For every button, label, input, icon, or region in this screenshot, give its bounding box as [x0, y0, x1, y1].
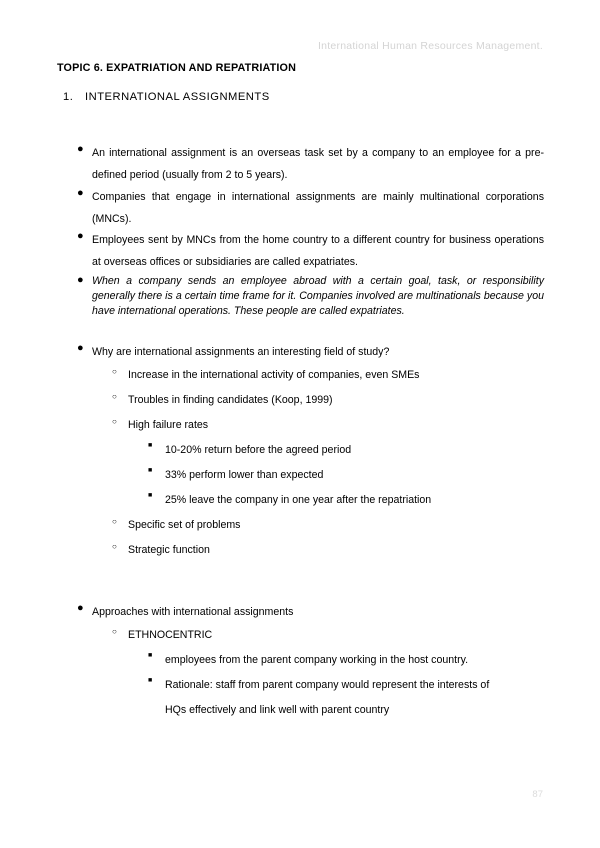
bullet-text: Why are international assignments an interesting field of study?	[92, 345, 390, 358]
list-item	[57, 388, 544, 413]
bullet-circle-icon: ○	[112, 541, 117, 551]
list-item	[57, 463, 544, 488]
list-item	[57, 413, 544, 438]
bullet-text: 10-20% return before the agreed period	[165, 444, 352, 457]
list-item	[57, 538, 544, 563]
bullet-text: Companies that engage in international assignments are mainly multinational corporations (MNCs).	[92, 190, 544, 225]
bullet-circle-icon: ○	[112, 392, 117, 402]
list-item	[57, 673, 544, 723]
bullet-text-continuation: HQs effectively and link well with parent country	[165, 703, 390, 716]
main-bullet-list	[57, 143, 544, 363]
bullet-text: High failure rates	[128, 419, 209, 432]
list-item	[57, 513, 544, 538]
section-heading	[57, 91, 544, 104]
document-content	[57, 62, 544, 723]
list-item	[57, 342, 544, 364]
list-item	[57, 230, 544, 273]
bullet-disc-icon: ●	[77, 273, 84, 286]
list-item	[57, 143, 544, 186]
page-title: TOPIC 6. EXPATRIATION AND REPATRIATION	[57, 62, 297, 74]
sub-bullet-list-study-reasons-continued	[57, 513, 544, 563]
list-item	[57, 488, 544, 513]
bullet-circle-icon: ○	[112, 417, 117, 427]
bullet-disc-icon: ●	[77, 230, 84, 243]
bullet-disc-icon: ●	[77, 186, 84, 199]
list-item	[57, 648, 544, 673]
ethnocentric-detail-list	[57, 648, 544, 723]
bullet-disc-icon: ●	[77, 601, 84, 614]
bullet-text: An international assignment is an overseas task set by a company to an employee for a pre-defined period (usually from 2 to 5 years).	[92, 147, 544, 182]
spacer-before-approaches	[57, 563, 544, 602]
bullet-text: Troubles in finding candidates (Koop, 1999)	[128, 394, 333, 407]
bullet-text: Specific set of problems	[128, 518, 241, 531]
sub-sub-bullet-list-failure-rates	[57, 438, 544, 513]
bullet-text: ETHNOCENTRIC	[128, 629, 213, 642]
bullet-text: 33% perform lower than expected	[165, 468, 324, 481]
section-title: INTERNATIONAL ASSIGNMENTS	[85, 90, 270, 103]
bullet-text: employees from the parent company working in the host country.	[165, 654, 469, 667]
bullet-square-icon: ■	[148, 652, 153, 660]
bullet-square-icon: ■	[148, 466, 153, 474]
bullet-square-icon: ■	[148, 491, 153, 499]
running-header: International Human Resources Management.	[317, 40, 543, 52]
bullet-disc-icon: ●	[77, 143, 84, 156]
bullet-text: Strategic function	[128, 543, 210, 556]
bullet-text: Approaches with international assignments	[92, 605, 294, 618]
bullet-text: Rationale: staff from parent company would represent the interests of	[165, 679, 490, 691]
bullet-circle-icon: ○	[112, 516, 117, 526]
page-number: 87	[532, 789, 543, 800]
bullet-text: Employees sent by MNCs from the home country to a different country for business operations at overseas offices or subsidiaries are called expatriates.	[92, 234, 544, 268]
bullet-square-icon: ■	[148, 677, 153, 684]
list-item	[57, 187, 544, 230]
bullet-circle-icon: ○	[112, 367, 117, 377]
list-item	[57, 438, 544, 463]
bullet-text-italic: When a company sends an employee abroad with a certain goal, task, or responsibility generally there is a certain time frame for it. Companies involved are multinationals because you have international operations. These people are called expatriates.	[92, 274, 544, 318]
list-item	[57, 602, 544, 624]
sub-bullet-list-study-reasons	[57, 363, 544, 438]
list-item-italic	[57, 274, 544, 320]
list-item	[57, 623, 544, 648]
bullet-text: 25% leave the company in one year after the repatriation	[165, 493, 432, 506]
spacer-after-heading	[57, 104, 544, 143]
list-item	[57, 363, 544, 388]
bullet-disc-icon: ●	[77, 341, 84, 354]
section-number: 1.	[63, 90, 74, 103]
bullet-text: Increase in the international activity of companies, even SMEs	[128, 369, 420, 382]
approaches-sub-list	[57, 623, 544, 648]
bullet-square-icon: ■	[148, 442, 153, 450]
approaches-bullet-list	[57, 602, 544, 624]
bullet-circle-icon: ○	[112, 627, 117, 637]
